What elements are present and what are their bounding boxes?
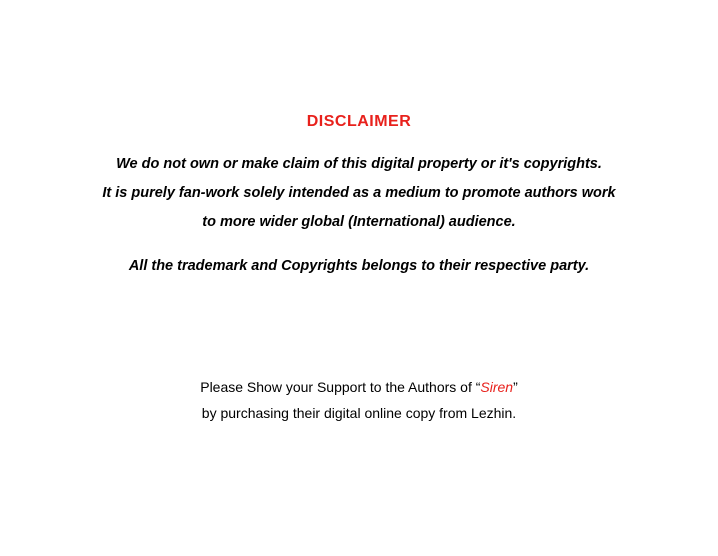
disclaimer-line-3: to more wider global (International) audience. [202,214,516,230]
support-line-2: by purchasing their digital online copy from Lezhin. [201,405,517,421]
trademark-notice: All the trademark and Copyrights belongs to their respective party. [128,258,590,274]
support-suffix-text: ” [513,379,518,395]
work-title: Siren [480,379,514,395]
support-prefix-text: Please Show your Support to the Authors of “ [200,379,481,395]
page-title: DISCLAIMER [306,113,412,130]
support-block [0,374,718,426]
disclaimer-line-2: It is purely fan-work solely intended as a medium to promote authors work [102,185,616,201]
disclaimer-line-1: We do not own or make claim of this digital property or it's copyrights. [116,156,602,172]
support-line-1 [0,374,718,400]
disclaimer-text-block [0,150,718,237]
